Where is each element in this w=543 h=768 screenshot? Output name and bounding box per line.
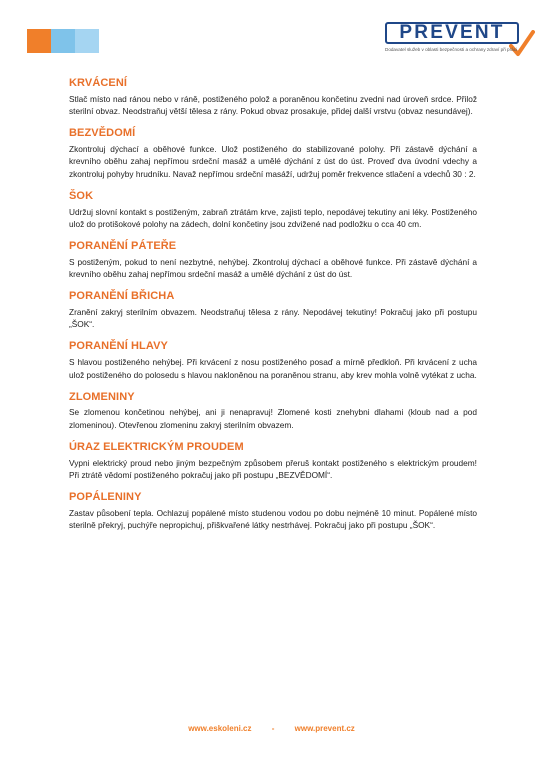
section-poraneni-patere — [69, 239, 477, 281]
footer-separator: - — [271, 724, 275, 733]
section-title: ÚRAZ ELEKTRICKÝM PROUDEM — [69, 440, 244, 453]
orange-square — [27, 29, 51, 53]
section-text: S hlavou postiženého nehýbej. Při krvácení z nosu postiženého posaď a mírně předkloň. Při krvácení z ucha ulož postiženého do polosedu s hlavou nakloněnou na poraněnou stranu, aby krev mohla volně vytékat z ucha. — [69, 357, 477, 380]
section-bezvedomi — [69, 126, 477, 180]
header-color-squares — [27, 29, 99, 53]
section-text: Zastav působení tepla. Ochlazuj popálené místo studenou vodou po dobu nejméně 10 minut. Popálené místo sterilně překryj, puchýře nepropichuj, přiškvařené látky nestrhávej. Pokračuj jako při postupu „ŠOK“. — [69, 507, 477, 531]
section-text: Stlač místo nad ránou nebo v ráně, postiženého polož a poraněnou končetinu zvedni nad úroveň srdce. Přilož sterilní obvaz. Neodstraňuj větší tělesa z rány. Pokud obvaz prosakuje, přidej další vrstvu (obvaz nesundávej). — [69, 93, 477, 117]
section-text: Zranění zakryj sterilním obvazem. Neodstraňuj tělesa z rány. Nepodávej tekutiny! Pokračuj jako při postupu „ŠOK“. — [69, 307, 477, 330]
section-title: BEZVĚDOMÍ — [69, 127, 136, 140]
logo-tagline: Dodavatel služeb v oblasti bezpečnosti a ochrany zdraví při práci — [385, 47, 518, 52]
logo-wordmark: PREVENT — [385, 22, 519, 44]
prevent-logo — [385, 22, 533, 66]
section-text: Udržuj slovní kontakt s postiženým, zabraň ztrátám krve, zajisti teplo, nepodávej tekutiny ani léky. Postiženého ulož do protišokové polohy na zádech, dolní končetiny jsou zdvižené nad podložku o cca 40 cm. — [69, 206, 477, 230]
section-title: PORANĚNÍ PÁTEŘE — [69, 240, 177, 253]
section-text: Vypni elektrický proud nebo jiným bezpečným způsobem přeruš kontakt postiženého s elektrickým proudem! Při ztrátě vědomí postiženého pokračuj jako při postupu „BEZVĚDOMÍ“. — [69, 457, 477, 481]
section-title: POPÁLENINY — [69, 491, 142, 504]
footer-link-eskoleni[interactable]: www.eskoleni.cz — [188, 724, 252, 733]
section-krvaceni — [69, 76, 477, 118]
first-aid-content — [69, 76, 477, 540]
section-title: ZLOMENINY — [69, 390, 135, 403]
checkmark-icon — [509, 30, 535, 58]
section-poraneni-bricha — [69, 289, 477, 331]
section-text: Se zlomenou končetinou nehýbej, ani ji nenapravuj! Zlomené kosti znehybni dlahami (kloub nad a pod zlomeninou). Otevřenou zlomeninu zakryj sterilním obvazem. — [69, 407, 477, 430]
section-title: PORANĚNÍ HLAVY — [69, 340, 168, 353]
section-title: KRVÁCENÍ — [69, 77, 128, 89]
section-zlomeniny — [69, 390, 477, 432]
pale-blue-square — [75, 29, 99, 53]
footer — [0, 724, 543, 733]
section-poraneni-hlavy — [69, 339, 477, 381]
section-title: PORANĚNÍ BŘICHA — [69, 290, 175, 303]
section-popaleniny — [69, 490, 477, 532]
section-title: ŠOK — [69, 189, 94, 202]
section-text: S postiženým, pokud to není nezbytné, nehýbej. Zkontroluj dýchací a oběhové funkce. Při zástavě dýchání a krevního oběhu zahaj nepřímou srdeční masáž a umělé dýchání z úst do úst. — [69, 256, 477, 280]
section-text: Zkontroluj dýchací a oběhové funkce. Ulož postiženého do stabilizované polohy. Při zástavě dýchání a krevního oběhu zahaj nepřímou srdeční masáž a umělé dýchání z úst do úst. Proveď dva úvodní vdechy a zkontroluj pohyby hrudníku. Navaž nepřímou srdeční masáží, udržuj poměr frekvence stlačení a vdechů 30 : 2. — [69, 144, 477, 179]
footer-link-prevent[interactable]: www.prevent.cz — [294, 724, 355, 733]
section-sok — [69, 189, 477, 231]
section-uraz-elektrickym-proudem — [69, 440, 477, 482]
light-blue-square — [51, 29, 75, 53]
